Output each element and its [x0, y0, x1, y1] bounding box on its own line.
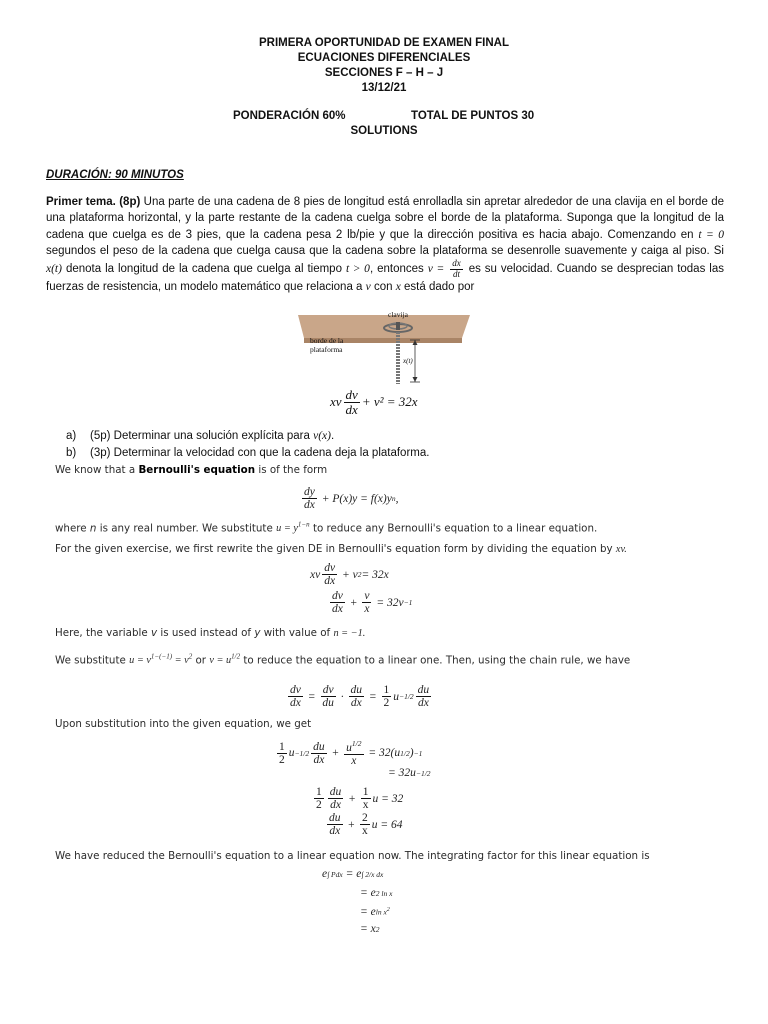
total-points: TOTAL DE PUNTOS 30 [411, 110, 535, 122]
math-t0: t = 0 [698, 228, 724, 241]
math-x: x [395, 281, 401, 294]
label-borde-2: plataforma [310, 345, 343, 354]
integrating-factor-3: = e $\ln x^2$ [360, 906, 390, 918]
integrating-factor-1: e ∫ Pdx = e ∫ 2/x dx [322, 868, 384, 880]
label-borde-1: borde de la [310, 336, 344, 345]
solution-line-4: Here, the variable v is used instead of y with value of n = −1. [55, 627, 366, 639]
solution-line-7: We have reduced the Bernoulli's equation to a linear equation now. The integrating factor for this linear equation is [55, 850, 650, 862]
linear-eq-1: $\frac{1}{2}$ $\frac{du}{dx}$ + $\frac{1}{x}$ u = 32 [316, 786, 404, 812]
duration: DURACIÓN: 90 MINUTOS [46, 169, 184, 181]
label-clavija: clavija [388, 310, 408, 319]
math-tgt: t > 0 [345, 263, 370, 276]
integrating-factor-2: = e 2 ln x [360, 887, 393, 899]
chain-rule-eq: $\frac{dv}{dx}$ = $\frac{dv}{du}$ · $\frac{du}{dx}$ = $\frac{1}{2}$ u −1/2 $\frac{du}{dx}$ [290, 684, 430, 710]
substituted-eq-2: = 32u −1/2 [388, 767, 431, 779]
chain-figure [290, 310, 480, 390]
problem-text-5: es su velocidad. Cuando se desprecian todas las fuerzas de resistencia, un modelo matemático que relaciona a [46, 263, 724, 294]
problem-text-con: con [373, 281, 393, 294]
problem-text-6: está dado por [404, 281, 475, 294]
problem-text-3: denota la longitud de la cadena que cuelga al tiempo [65, 263, 342, 276]
exam-date: 13/12/21 [361, 82, 407, 94]
problem-title: Primer tema. (8p) [46, 196, 141, 208]
model-equation: xv $\frac{dv}{dx}$ + v² = 32x [330, 387, 418, 417]
question-parts [66, 428, 429, 462]
solution-line-5: We substitute $u = v^{1-(-1)} = v^2$ or $v = u^{1/2}$ to reduce the equation to a linear one. Then, using the chain rule, we have [55, 653, 631, 667]
sections: SECCIONES F – H – J [324, 67, 444, 79]
exam-title: PRIMERA OPORTUNIDAD DE EXAMEN FINAL [258, 37, 510, 49]
math-v: v [365, 281, 371, 294]
problem-statement [46, 194, 724, 295]
solution-line-6: Upon substitution into the given equation, we get [55, 718, 312, 730]
rewritten-eq-2: $\frac{dv}{dx}$ + $\frac{v}{x}$ = 32v −1 [332, 590, 413, 616]
solution-line-3: For the given exercise, we first rewrite the given DE in Bernoulli's equation form by dividing the equation by xv. [55, 543, 627, 555]
problem-text-4: , entonces [369, 263, 424, 276]
math-v-eq: v = [427, 263, 445, 276]
substituted-eq-1: $\frac{1}{2}$ u −1/2 $\frac{du}{dx}$ + $\frac{u^{1/2}}{x}$ = 32(u 1/2 ) −1 [279, 739, 423, 767]
integrating-factor-4: = x 2 [360, 923, 380, 935]
solutions-label: SOLUTIONS [350, 125, 418, 137]
label-xt: x(t) [403, 357, 413, 365]
course-name: ECUACIONES DIFERENCIALES [297, 52, 471, 64]
linear-eq-2: $\frac{du}{dx}$ + $\frac{2}{x}$ u = 64 [329, 812, 403, 838]
ponderacion: PONDERACIÓN 60% [233, 110, 346, 122]
rewritten-eq-1: xv $\frac{dv}{dx}$ + v 2 = 32x [310, 562, 389, 588]
solution-line-1: We know that a Bernoulli's equation is of the form [55, 464, 328, 476]
part-b: b) (3p) Determinar la velocidad con que la cadena deja la plataforma. [66, 447, 430, 459]
part-a: a) (5p) Determinar una solución explícita para v(x). [66, 430, 335, 442]
math-dxdt: $\frac{dx}{dt}$ [452, 258, 461, 279]
solution-line-2: where n is any real number. We substitute $u = y^{1-n}$ to reduce any Bernoulli's equation to a linear equation. [55, 521, 598, 535]
math-xt: x(t) [46, 263, 62, 276]
problem-text-2: segundos el peso de la cadena que cuelga causa que la cadena sobre la plataforma se desenrolle suavemente y caiga al piso. Si [46, 244, 724, 257]
bernoulli-form: $\frac{dy}{dx}$ + P(x)y = f(x)y n , [304, 486, 399, 512]
problem-text-1: Una parte de una cadena de 8 pies de longitud está enrolladla sin apretar alrededor de una clavija en el borde de una plataforma horizontal, y la parte restante de la cadena cuelga sobre el borde de la plataforma. Suponga que la longitud de la cadena que cuelga es de 3 pies, que la cadena pesa 2 lb/pie y que la dirección positiva es hacia abajo. Comenzando en [46, 196, 724, 241]
